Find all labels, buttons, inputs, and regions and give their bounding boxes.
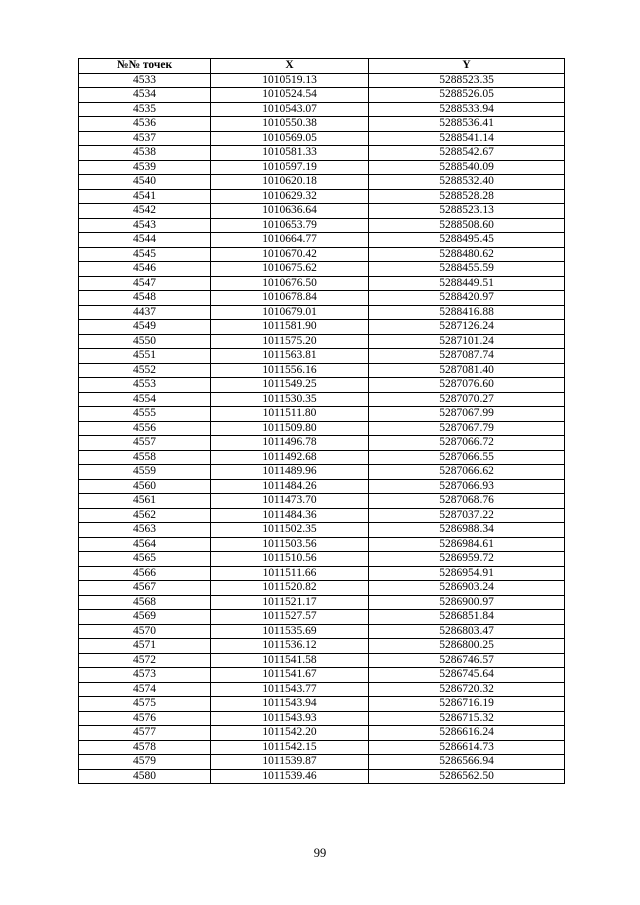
y-coordinate-cell: 5288540.09 [369,160,565,175]
x-coordinate-cell: 1011539.87 [211,755,369,770]
y-coordinate-cell: 5288523.13 [369,204,565,219]
point-number-cell: 4572 [79,653,211,668]
x-coordinate-cell: 1011530.35 [211,392,369,407]
x-coordinate-cell: 1010676.50 [211,276,369,291]
table-row [79,102,565,117]
table-row [79,668,565,683]
point-number-cell: 4565 [79,552,211,567]
table-row [79,682,565,697]
y-coordinate-cell: 5286566.94 [369,755,565,770]
x-coordinate-cell: 1010597.19 [211,160,369,175]
table-row [79,711,565,726]
y-coordinate-cell: 5286851.84 [369,610,565,625]
table-row [79,175,565,190]
table-row [79,740,565,755]
x-coordinate-cell: 1011527.57 [211,610,369,625]
x-coordinate-cell: 1010519.13 [211,73,369,88]
x-coordinate-cell: 1010629.32 [211,189,369,204]
y-coordinate-cell: 5286715.32 [369,711,565,726]
y-coordinate-cell: 5287081.40 [369,363,565,378]
table-row [79,769,565,784]
table-row [79,653,565,668]
y-coordinate-cell: 5288480.62 [369,247,565,262]
point-number-cell: 4579 [79,755,211,770]
x-coordinate-cell: 1011492.68 [211,450,369,465]
x-coordinate-cell: 1011502.35 [211,523,369,538]
x-coordinate-cell: 1010675.62 [211,262,369,277]
y-coordinate-cell: 5287087.74 [369,349,565,364]
point-number-cell: 4540 [79,175,211,190]
x-coordinate-cell: 1011543.93 [211,711,369,726]
y-coordinate-cell: 5286900.97 [369,595,565,610]
y-coordinate-cell: 5286988.34 [369,523,565,538]
y-coordinate-cell: 5288526.05 [369,88,565,103]
table-row [79,363,565,378]
table-row [79,624,565,639]
x-coordinate-cell: 1010636.64 [211,204,369,219]
table-row [79,218,565,233]
point-number-cell: 4561 [79,494,211,509]
x-coordinate-cell: 1011489.96 [211,465,369,480]
x-coordinate-cell: 1011543.77 [211,682,369,697]
y-coordinate-cell: 5287066.93 [369,479,565,494]
header-x: X [211,59,369,74]
y-coordinate-cell: 5287066.62 [369,465,565,480]
y-coordinate-cell: 5288533.94 [369,102,565,117]
x-coordinate-cell: 1011509.80 [211,421,369,436]
y-coordinate-cell: 5287126.24 [369,320,565,335]
table-row [79,479,565,494]
point-number-cell: 4536 [79,117,211,132]
table-row [79,436,565,451]
table-row [79,508,565,523]
coordinates-table [78,58,565,784]
table-row [79,566,565,581]
point-number-cell: 4538 [79,146,211,161]
x-coordinate-cell: 1011473.70 [211,494,369,509]
point-number-cell: 4573 [79,668,211,683]
point-number-cell: 4566 [79,566,211,581]
point-number-cell: 4563 [79,523,211,538]
point-number-cell: 4542 [79,204,211,219]
x-coordinate-cell: 1011542.20 [211,726,369,741]
x-coordinate-cell: 1011521.17 [211,595,369,610]
y-coordinate-cell: 5287068.76 [369,494,565,509]
table-body [79,73,565,784]
x-coordinate-cell: 1011536.12 [211,639,369,654]
x-coordinate-cell: 1011484.36 [211,508,369,523]
y-coordinate-cell: 5287066.55 [369,450,565,465]
y-coordinate-cell: 5288536.41 [369,117,565,132]
y-coordinate-cell: 5287067.99 [369,407,565,422]
table-row [79,595,565,610]
x-coordinate-cell: 1010524.54 [211,88,369,103]
table-row [79,537,565,552]
table-row [79,204,565,219]
table-row [79,421,565,436]
point-number-cell: 4546 [79,262,211,277]
x-coordinate-cell: 1010670.42 [211,247,369,262]
point-number-cell: 4567 [79,581,211,596]
point-number-cell: 4545 [79,247,211,262]
y-coordinate-cell: 5287076.60 [369,378,565,393]
point-number-cell: 4535 [79,102,211,117]
point-number-cell: 4552 [79,363,211,378]
point-number-cell: 4580 [79,769,211,784]
table-header-row [79,59,565,74]
x-coordinate-cell: 1010550.38 [211,117,369,132]
x-coordinate-cell: 1011511.80 [211,407,369,422]
table-row [79,552,565,567]
table-row [79,276,565,291]
table-row [79,146,565,161]
y-coordinate-cell: 5286746.57 [369,653,565,668]
point-number-cell: 4560 [79,479,211,494]
y-coordinate-cell: 5287037.22 [369,508,565,523]
x-coordinate-cell: 1011539.46 [211,769,369,784]
table-row [79,88,565,103]
x-coordinate-cell: 1011543.94 [211,697,369,712]
x-coordinate-cell: 1011549.25 [211,378,369,393]
x-coordinate-cell: 1011484.26 [211,479,369,494]
table-row [79,610,565,625]
table-row [79,378,565,393]
point-number-cell: 4539 [79,160,211,175]
y-coordinate-cell: 5288542.67 [369,146,565,161]
x-coordinate-cell: 1011556.16 [211,363,369,378]
y-coordinate-cell: 5288495.45 [369,233,565,248]
point-number-cell: 4554 [79,392,211,407]
y-coordinate-cell: 5287070.27 [369,392,565,407]
point-number-cell: 4557 [79,436,211,451]
header-point-number: №№ точек [79,59,211,74]
point-number-cell: 4570 [79,624,211,639]
x-coordinate-cell: 1011542.15 [211,740,369,755]
point-number-cell: 4437 [79,305,211,320]
y-coordinate-cell: 5287067.79 [369,421,565,436]
x-coordinate-cell: 1011575.20 [211,334,369,349]
point-number-cell: 4574 [79,682,211,697]
point-number-cell: 4553 [79,378,211,393]
point-number-cell: 4556 [79,421,211,436]
point-number-cell: 4547 [79,276,211,291]
table-row [79,160,565,175]
table-row [79,494,565,509]
table-row [79,291,565,306]
x-coordinate-cell: 1011510.56 [211,552,369,567]
x-coordinate-cell: 1010620.18 [211,175,369,190]
y-coordinate-cell: 5286984.61 [369,537,565,552]
point-number-cell: 4549 [79,320,211,335]
table-row [79,465,565,480]
point-number-cell: 4548 [79,291,211,306]
y-coordinate-cell: 5286616.24 [369,726,565,741]
x-coordinate-cell: 1010678.84 [211,291,369,306]
table-row [79,262,565,277]
table-row [79,726,565,741]
table-row [79,697,565,712]
table-row [79,117,565,132]
point-number-cell: 4562 [79,508,211,523]
y-coordinate-cell: 5286800.25 [369,639,565,654]
table-row [79,407,565,422]
y-coordinate-cell: 5286716.19 [369,697,565,712]
y-coordinate-cell: 5286614.73 [369,740,565,755]
x-coordinate-cell: 1011541.67 [211,668,369,683]
point-number-cell: 4577 [79,726,211,741]
page-number: 99 [313,846,327,860]
y-coordinate-cell: 5288508.60 [369,218,565,233]
y-coordinate-cell: 5286959.72 [369,552,565,567]
x-coordinate-cell: 1010543.07 [211,102,369,117]
table-row [79,450,565,465]
point-number-cell: 4543 [79,218,211,233]
x-coordinate-cell: 1010679.01 [211,305,369,320]
point-number-cell: 4533 [79,73,211,88]
y-coordinate-cell: 5286954.91 [369,566,565,581]
y-coordinate-cell: 5288523.35 [369,73,565,88]
point-number-cell: 4541 [79,189,211,204]
table-row [79,247,565,262]
point-number-cell: 4544 [79,233,211,248]
y-coordinate-cell: 5286745.64 [369,668,565,683]
y-coordinate-cell: 5286562.50 [369,769,565,784]
table-row [79,581,565,596]
table-row [79,320,565,335]
y-coordinate-cell: 5286720.32 [369,682,565,697]
y-coordinate-cell: 5286803.47 [369,624,565,639]
point-number-cell: 4568 [79,595,211,610]
y-coordinate-cell: 5288541.14 [369,131,565,146]
table-row [79,349,565,364]
y-coordinate-cell: 5288532.40 [369,175,565,190]
x-coordinate-cell: 1011496.78 [211,436,369,451]
x-coordinate-cell: 1010653.79 [211,218,369,233]
x-coordinate-cell: 1010569.05 [211,131,369,146]
table-row [79,392,565,407]
point-number-cell: 4564 [79,537,211,552]
table-row [79,189,565,204]
point-number-cell: 4559 [79,465,211,480]
point-number-cell: 4555 [79,407,211,422]
y-coordinate-cell: 5287101.24 [369,334,565,349]
x-coordinate-cell: 1011541.58 [211,653,369,668]
table-row [79,305,565,320]
table-row [79,755,565,770]
x-coordinate-cell: 1011535.69 [211,624,369,639]
point-number-cell: 4576 [79,711,211,726]
point-number-cell: 4578 [79,740,211,755]
point-number-cell: 4558 [79,450,211,465]
x-coordinate-cell: 1011503.56 [211,537,369,552]
table-row [79,73,565,88]
x-coordinate-cell: 1011520.82 [211,581,369,596]
y-coordinate-cell: 5288416.88 [369,305,565,320]
point-number-cell: 4534 [79,88,211,103]
table-row [79,131,565,146]
table-row [79,233,565,248]
y-coordinate-cell: 5288528.28 [369,189,565,204]
table-row [79,523,565,538]
header-y: Y [369,59,565,74]
point-number-cell: 4551 [79,349,211,364]
point-number-cell: 4569 [79,610,211,625]
point-number-cell: 4575 [79,697,211,712]
point-number-cell: 4550 [79,334,211,349]
y-coordinate-cell: 5288455.59 [369,262,565,277]
y-coordinate-cell: 5288449.51 [369,276,565,291]
point-number-cell: 4571 [79,639,211,654]
y-coordinate-cell: 5286903.24 [369,581,565,596]
table-row [79,639,565,654]
x-coordinate-cell: 1010581.33 [211,146,369,161]
y-coordinate-cell: 5287066.72 [369,436,565,451]
x-coordinate-cell: 1011511.66 [211,566,369,581]
y-coordinate-cell: 5288420.97 [369,291,565,306]
table-row [79,334,565,349]
x-coordinate-cell: 1011581.90 [211,320,369,335]
x-coordinate-cell: 1011563.81 [211,349,369,364]
point-number-cell: 4537 [79,131,211,146]
x-coordinate-cell: 1010664.77 [211,233,369,248]
